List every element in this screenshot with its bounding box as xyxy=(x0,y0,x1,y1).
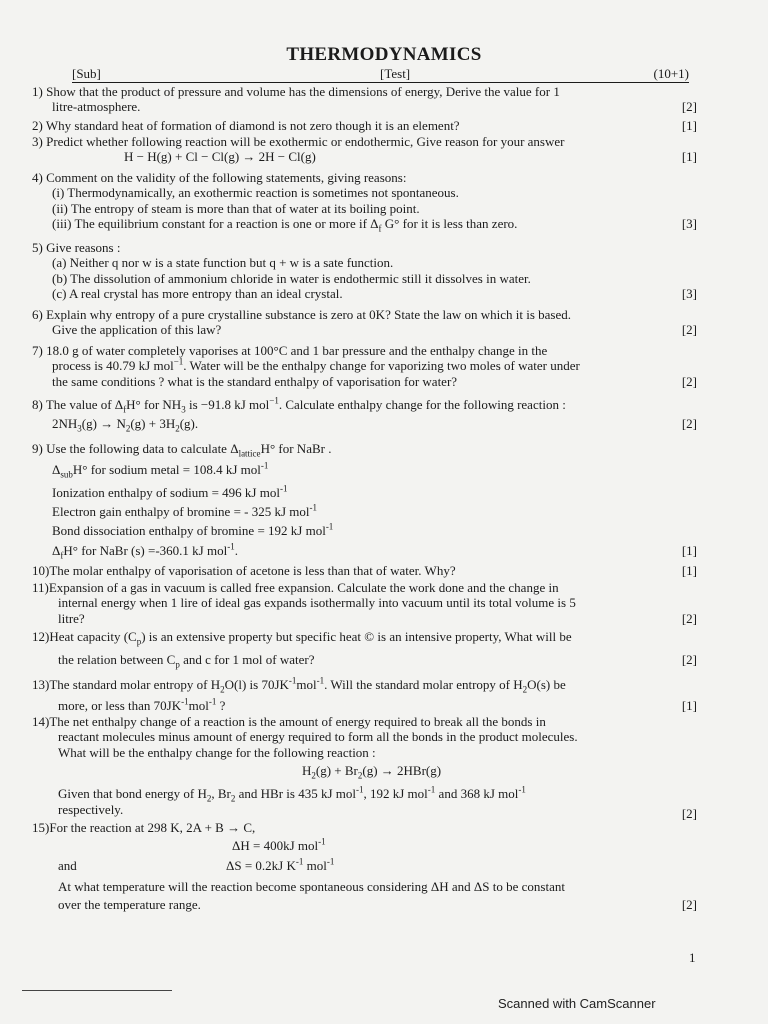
marks-label: [1] xyxy=(681,698,697,714)
statement-ii: (ii) The entropy of steam is more than that of water at its boiling point. xyxy=(52,200,420,216)
question-8 xyxy=(32,397,697,432)
question-line: 13)The standard molar entropy of $H_2O(l)$ is $70JK^{-1}mol^{-1}$. Will the standard molar entropy of $H_2O(s)$ be xyxy=(32,675,566,695)
question-line: litre? [2] xyxy=(58,610,697,626)
question-2 xyxy=(32,118,697,133)
data-sublimation: $\Delta_{sub}H^\circ$ for sodium metal = 108.4 kJ mol$^{-1}$ xyxy=(52,461,269,480)
statement-i: (i) Thermodynamically, an exothermic reaction is sometimes not spontaneous. xyxy=(52,185,459,201)
header-row xyxy=(72,66,689,83)
marks-label: [2] xyxy=(681,897,697,913)
question-6 xyxy=(32,307,697,338)
question-5 xyxy=(32,240,697,301)
question-10 xyxy=(32,563,697,578)
question-line: What will be the enthalpy change for the following reaction : xyxy=(58,744,376,760)
marks-label: [2] xyxy=(681,652,697,668)
question-line: 15)For the reaction at 298 K, 2A + B → C, xyxy=(32,820,256,835)
page-title: THERMODYNAMICS xyxy=(286,44,482,65)
reaction-equation: $2NH_3(g) \to N_2(g) + 3H_2(g)$. [2] xyxy=(52,416,697,434)
question-line: 4) Comment on the validity of the following statements, giving reasons: xyxy=(32,170,407,185)
question-line: the same conditions ? what is the standard enthalpy of vaporisation for water? [2] xyxy=(52,373,697,389)
marks-label: [1] xyxy=(681,563,697,578)
question-line: 2) Why standard heat of formation of diamond is not zero though it is an element? [1] xyxy=(32,118,697,133)
question-line: 3) Predict whether following reaction will be exothermic or endothermic, Give reason for your answer xyxy=(32,134,565,149)
question-line: more, or less than $70JK^{-1}mol^{-1}$ ? [1] xyxy=(58,697,697,714)
question-line: internal energy when 1 lire of ideal gas expands isothermally into vacuum until its total volume is 5 xyxy=(58,595,576,611)
data-bond-dissociation: Bond dissociation enthalpy of bromine = 192 kJ mol$^{-1}$ xyxy=(52,521,334,539)
subject-field: [Sub] xyxy=(72,66,101,81)
question-line: 5) Give reasons : xyxy=(32,240,121,255)
reason-c: (c) A real crystal has more entropy than an ideal crystal. [3] xyxy=(52,285,697,301)
question-9 xyxy=(32,441,697,561)
scanner-watermark: Scanned with CamScanner xyxy=(498,996,656,1011)
marks-label: [2] xyxy=(681,416,697,432)
marks-label: [3] xyxy=(681,215,697,231)
statement-iii: (iii) The equilibrium constant for a reaction is one or more if $\Delta_f$ G° for it is less than zero. [3] xyxy=(52,215,697,234)
question-line: litre-atmosphere. [2] xyxy=(52,99,697,115)
marks-label: [2] xyxy=(681,610,697,626)
question-line: 8) The value of $\Delta_fH^\circ$ for $NH_3$ is −91.8 kJ mol$^{-1}$. Calculate enthalpy change for the following reaction : xyxy=(32,395,566,415)
reason-a: (a) Neither q nor w is a state function but q + w is a sate function. xyxy=(52,255,394,271)
question-14 xyxy=(32,714,697,821)
question-line: Given that bond energy of $H_2$, $Br_2$ and HBr is 435 kJ mol$^{-1}$, 192 kJ mol$^{-1}$ and 368 kJ mol$^{-1}$ xyxy=(58,784,526,804)
page-edge-line xyxy=(22,990,172,991)
marks-label: [3] xyxy=(681,285,697,301)
marks-label: [1] xyxy=(681,149,697,165)
delta-h-value: ΔH = 400kJ mol$^{-1}$ xyxy=(232,837,326,854)
reason-b: (b) The dissolution of ammonium chloride in water is endothermic still it dissolves in water. xyxy=(52,270,531,286)
question-12 xyxy=(32,629,697,668)
question-line: 9) Use the following data to calculate $\Delta_{lattice}H^\circ$ for NaBr . xyxy=(32,441,332,459)
data-formation: $\Delta_fH^\circ$ for NaBr (s) =-360.1 kJ mol$^{-1}$. [1] xyxy=(52,541,697,561)
reaction-equation: H − H(g) + Cl − Cl(g) → 2H − Cl(g) [1] xyxy=(124,149,697,165)
data-electron-gain: Electron gain enthalpy of bromine = - 325 kJ mol$^{-1}$ xyxy=(52,502,318,519)
question-13 xyxy=(32,677,697,714)
marks-label: [2] xyxy=(681,99,697,115)
question-4 xyxy=(32,170,697,234)
question-line: 6) Explain why entropy of a pure crystalline substance is zero at 0K? State the law on which it is based. xyxy=(32,307,572,322)
question-11 xyxy=(32,580,697,626)
marks-label: [2] xyxy=(681,322,697,338)
test-field: [Test] xyxy=(380,66,411,81)
question-1 xyxy=(32,84,697,115)
data-ionization: Ionization enthalpy of sodium = 496 kJ mol$^{-1}$ xyxy=(52,483,288,500)
question-7 xyxy=(32,343,697,389)
question-line: 12)Heat capacity $(C_p)$ is an extensive property but specific heat © is an intensive property, What will be xyxy=(32,629,572,647)
marks-label: [2] xyxy=(681,805,697,821)
question-15 xyxy=(32,820,697,913)
marks-label: [1] xyxy=(681,542,697,558)
question-line: reactant molecules minus amount of energy required to form all the bonds in the product molecules. xyxy=(58,729,578,745)
question-line: 14)The net enthalpy change of a reaction is the amount of energy required to break all the bonds in xyxy=(32,714,546,729)
question-line: At what temperature will the reaction become spontaneous considering ΔH and ΔS to be constant xyxy=(58,878,565,894)
marks-label: [1] xyxy=(681,118,697,133)
page-number: 1 xyxy=(689,950,696,965)
question-line: respectively. [2] xyxy=(58,801,697,821)
question-line: Give the application of this law? [2] xyxy=(52,322,697,338)
question-line: process is 40.79 kJ mol$^{-1}$. Water will be the enthalpy change for vaporizing two moles of water under xyxy=(52,357,580,374)
reaction-equation: $H_2(g) + Br_2(g) \to 2HBr(g)$ xyxy=(302,762,442,781)
marks-label: [2] xyxy=(681,373,697,389)
question-line: over the temperature range. [2] xyxy=(58,897,697,913)
total-marks: (10+1) xyxy=(653,66,689,81)
question-line: 11)Expansion of a gas in vacuum is called free expansion. Calculate the work done and the change in xyxy=(32,580,559,595)
question-line: 10)The molar enthalpy of vaporisation of acetone is less than that of water. Why? [1] xyxy=(32,563,697,578)
question-3 xyxy=(32,134,697,165)
question-line: 1) Show that the product of pressure and volume has the dimensions of energy, Derive the value for 1 xyxy=(32,84,560,99)
delta-s-value: and ΔS = 0.2kJ $K^{-1}$ mol$^{-1}$ xyxy=(58,856,335,873)
question-line: the relation between $C_p$ and c for 1 mol of water? [2] xyxy=(58,652,697,670)
question-line: 7) 18.0 g of water completely vaporises at 100°C and 1 bar pressure and the enthalpy change in the xyxy=(32,343,548,358)
